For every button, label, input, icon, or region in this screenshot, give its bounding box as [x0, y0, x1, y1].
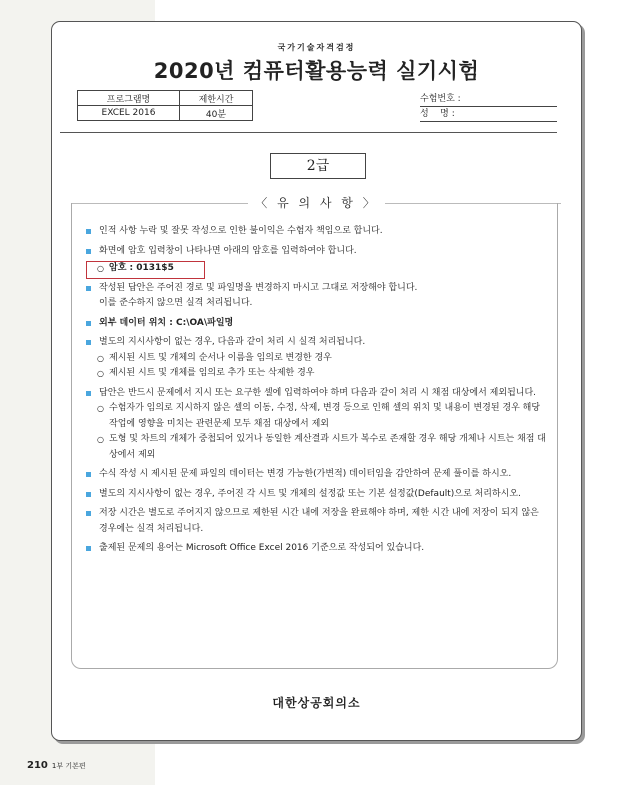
exam-title: 2020년 컴퓨터활용능력 실기시험 — [153, 59, 480, 83]
notice-item: 인적 사항 누락 및 잘못 작성으로 인한 불이익은 수험자 책임으로 합니다. — [85, 224, 548, 240]
notice-item-text: 별도의 지시사항이 없는 경우, 다음과 같이 처리 시 실격 처리됩니다. — [99, 337, 366, 347]
exam-supertitle: 국가기술자격검정 — [277, 43, 356, 52]
notice-item — [85, 244, 548, 277]
notice-item — [85, 335, 548, 382]
notice-subitem: ○ 수험자가 임의로 지시하지 않은 셀의 이동, 수정, 삭제, 변경 등으로 인해 셀의 위치 및 내용이 변경된 경우 해당 작업에 영향을 미치는 관련문제 모두 채점 대상에서 제외 — [85, 401, 548, 432]
notice-item-text: 답안은 반드시 문제에서 지시 또는 요구한 셀에 입력하여야 하며 다음과 같이 처리 시 채점 대상에서 제외됩니다. — [99, 387, 537, 398]
notice-item-text: 작성된 답안은 주어진 경로 및 파일명을 변경하지 마시고 그대로 저장해야 합니다. — [99, 282, 418, 293]
notice-item — [85, 281, 548, 312]
notice-item-text: 화면에 암호 입력창이 나타나면 아래의 암호를 입력하여야 합니다. — [99, 245, 357, 256]
notice-item-text: 이를 준수하지 않으면 실격 처리됩니다. — [99, 298, 253, 308]
section-label: 1부 기본편 — [51, 762, 86, 770]
notice-item: 저장 시간은 별도로 주어지지 않으므로 제한된 시간 내에 저장을 완료해야 하며, 제한 시간 내에 저장이 되지 않은 경우에는 실격 처리됩니다. — [85, 506, 548, 537]
header-divider — [60, 132, 557, 133]
notice-item: 외부 데이터 위치 : C:\OA\파일명 — [85, 316, 548, 332]
notice-subitem: ○ 제시된 시트 및 개체의 순서나 이름을 임의로 변경한 경우 — [85, 351, 548, 367]
notice-item: 수식 작성 시 제시된 문제 파일의 데이터는 변경 가능한(가변적) 데이터임을 감안하여 문제 풀이를 하시오. — [85, 467, 548, 483]
notice-subitem: ○ 도형 및 차트의 개체가 중첩되어 있거나 동일한 계산결과 시트가 복수로 존재할 경우 해당 개체나 시트는 채점 대상에서 제외 — [85, 432, 548, 463]
time-limit-value: 40분 — [180, 106, 253, 121]
time-limit-header: 제한시간 — [180, 91, 253, 106]
registration-block — [420, 92, 557, 122]
program-info-table — [77, 90, 253, 121]
page-number: 210 — [27, 760, 48, 771]
notice-item: 별도의 지시사항이 없는 경우, 주어진 각 시트 및 개체의 설정값 또는 기본 설정값(Default)으로 처리하시오. — [85, 487, 548, 503]
exam-cover-card — [51, 21, 582, 741]
program-name-header: 프로그램명 — [78, 91, 180, 106]
program-name-value: EXCEL 2016 — [78, 106, 180, 121]
exam-number-field: 수험번호 : — [420, 92, 557, 107]
name-field: 성 명 : — [420, 107, 557, 122]
notice-title-text: 〈 유 의 사 항 〉 — [248, 196, 384, 210]
notice-item — [85, 386, 548, 464]
notice-item: 출제된 문제의 용어는 Microsoft Office Excel 2016 기준으로 작성되어 있습니다. — [85, 541, 548, 557]
grade-box: 2급 — [270, 153, 366, 179]
notice-list — [85, 224, 548, 561]
issuer-name: 대한상공회의소 — [272, 696, 361, 710]
page-footer — [27, 760, 86, 771]
password-text: ○ 암호 : 0131$5 — [85, 261, 548, 277]
notice-subitem: ○ 제시된 시트 및 개체를 임의로 추가 또는 삭제한 경우 — [85, 366, 548, 382]
